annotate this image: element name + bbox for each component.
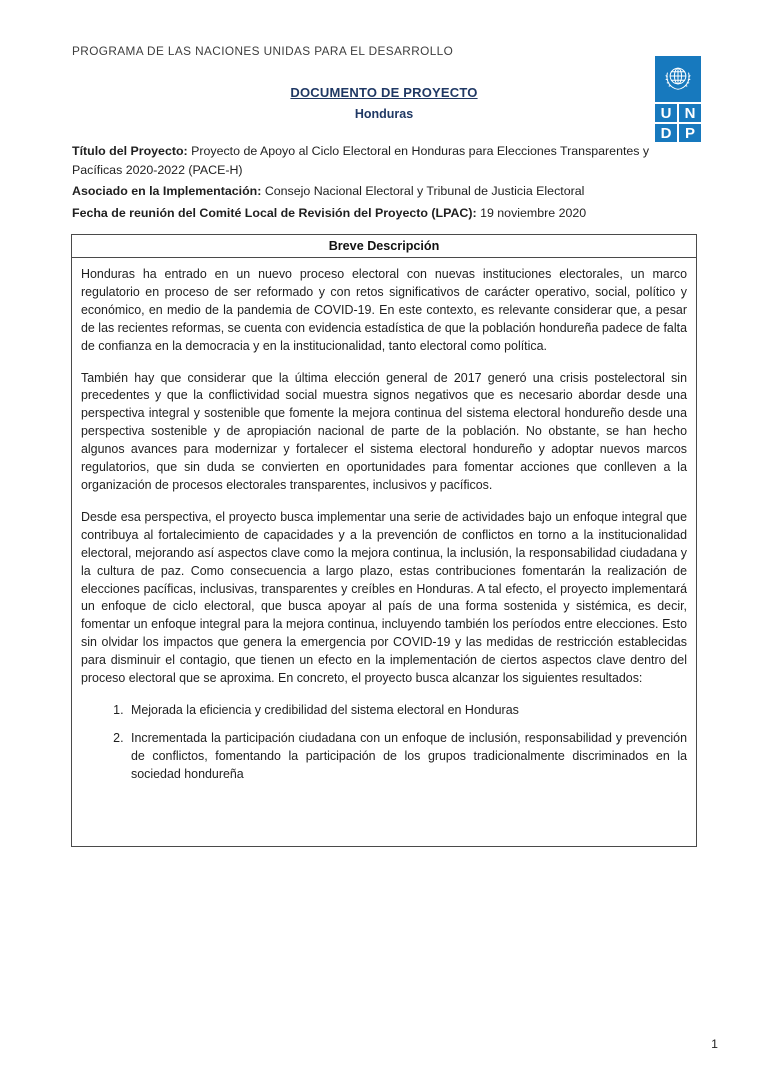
lpac-date-label: Fecha de reunión del Comité Local de Revisión del Proyecto (LPAC):: [72, 205, 477, 220]
lpac-date-value: 19 noviembre 2020: [480, 205, 587, 220]
description-paragraph-3: Desde esa perspectiva, el proyecto busca implementar una serie de actividades bajo un enfoque integral que contribuya al fortalecimiento de capacidades y a la prevención de conflictos en torno a la institucionalidad electoral, mejorando así aspectos clave como la mejora continua, la inclusión, la responsabilidad ciudadana y la cultura de paz. Como consecuencia a largo plazo, estas contribuciones fomentarán la realización de elecciones pacíficas, inclusivas, transparentes y creíbles en Honduras. A tal efecto, el proyecto implementará un enfoque de ciclo electoral, que busca apoyar al país de una forma sostenida y sistémica, es decir, fomentar un enfoque integral para la mejora continua, incluyendo también los períodos entre elecciones. Esto sin olvidar los impactos que genera la emergencia por COVID-19 y las medidas de restricción establecidas para disminuir el contagio, que tienen un efecto en la implementación de ciertos aspectos clave dentro del proceso electoral que se aproxima. En concreto, el proyecto busca alcanzar los siguientes resultados:: [81, 509, 687, 686]
project-title-label: Título del Proyecto:: [72, 144, 188, 158]
implementing-partner-value: Consejo Nacional Electoral y Tribunal de Justicia Electoral: [264, 184, 585, 198]
country-subtitle: Honduras: [354, 107, 414, 121]
project-title-value: Proyecto de Apoyo al Ciclo Electoral en Honduras para Elecciones Transparentes y Pacíficas 2020-2022 (PACE-H): [72, 144, 650, 177]
lpac-date-line: [72, 204, 698, 223]
brief-description-table: [71, 234, 697, 847]
logo-letter-u: U: [655, 104, 677, 122]
implementing-partner-label: Asociado en la Implementación:: [72, 184, 262, 198]
document-type-title: DOCUMENTO DE PROYECTO: [290, 85, 478, 100]
results-list: [81, 702, 687, 784]
result-item-2: 2. Incrementada la participación ciudadana con un enfoque de inclusión, responsabilidad y prevención de conflictos, fomentando la participación de los grupos tradicionalmente discriminados en la sociedad hondureña: [127, 730, 687, 784]
title-block: [0, 84, 768, 121]
brief-description-body: [72, 258, 697, 847]
page-number: 1: [711, 1037, 718, 1051]
logo-letter-n: N: [679, 104, 701, 122]
brief-description-header: Breve Descripción: [72, 235, 697, 258]
description-paragraph-2: También hay que considerar que la última elección general de 2017 generó una crisis postelectoral sin precedentes y que la conflictividad social muestra signos negativos que es necesario abordar desde una perspectiva integral y sostenible que fomente la mejora continua del sistema electoral hondureño desde una perspectiva sostenible y de apropiación nacional de parte de la población. No obstante, se han hecho algunos avances para modernizar y fortalecer el sistema electoral hondureño y adoptar nuevos marcos regulatorios, que sin duda se convierten en oportunidades para fomentar acciones que conlleven a la organización de procesos electorales transparentes, inclusivos y pacíficos.: [81, 370, 687, 492]
organization-name: PROGRAMA DE LAS NACIONES UNIDAS PARA EL DESARROLLO: [72, 44, 454, 58]
logo-letter-d: D: [655, 124, 677, 142]
project-meta-block: [72, 142, 698, 225]
logo-letter-p: P: [679, 124, 701, 142]
description-paragraph-1: Honduras ha entrado en un nuevo proceso electoral con nuevas instituciones electorales, un marco regulatorio en proceso de ser reformado y con retos significativos de carácter operativo, social, político y económico, en medio de la pandemia de COVID-19. En este contexto, es relevante considerar que, a pesar de las recientes reformas, se cuenta con evidencia estadística de que la población hondureña padece de falta de confianza en la democracia y en la institucionalidad, tanto electoral como política.: [81, 267, 687, 353]
result-item-1: 1. Mejorada la eficiencia y credibilidad del sistema electoral en Honduras: [127, 702, 687, 720]
project-title-line: [72, 142, 698, 179]
implementing-partner-line: [72, 182, 698, 201]
